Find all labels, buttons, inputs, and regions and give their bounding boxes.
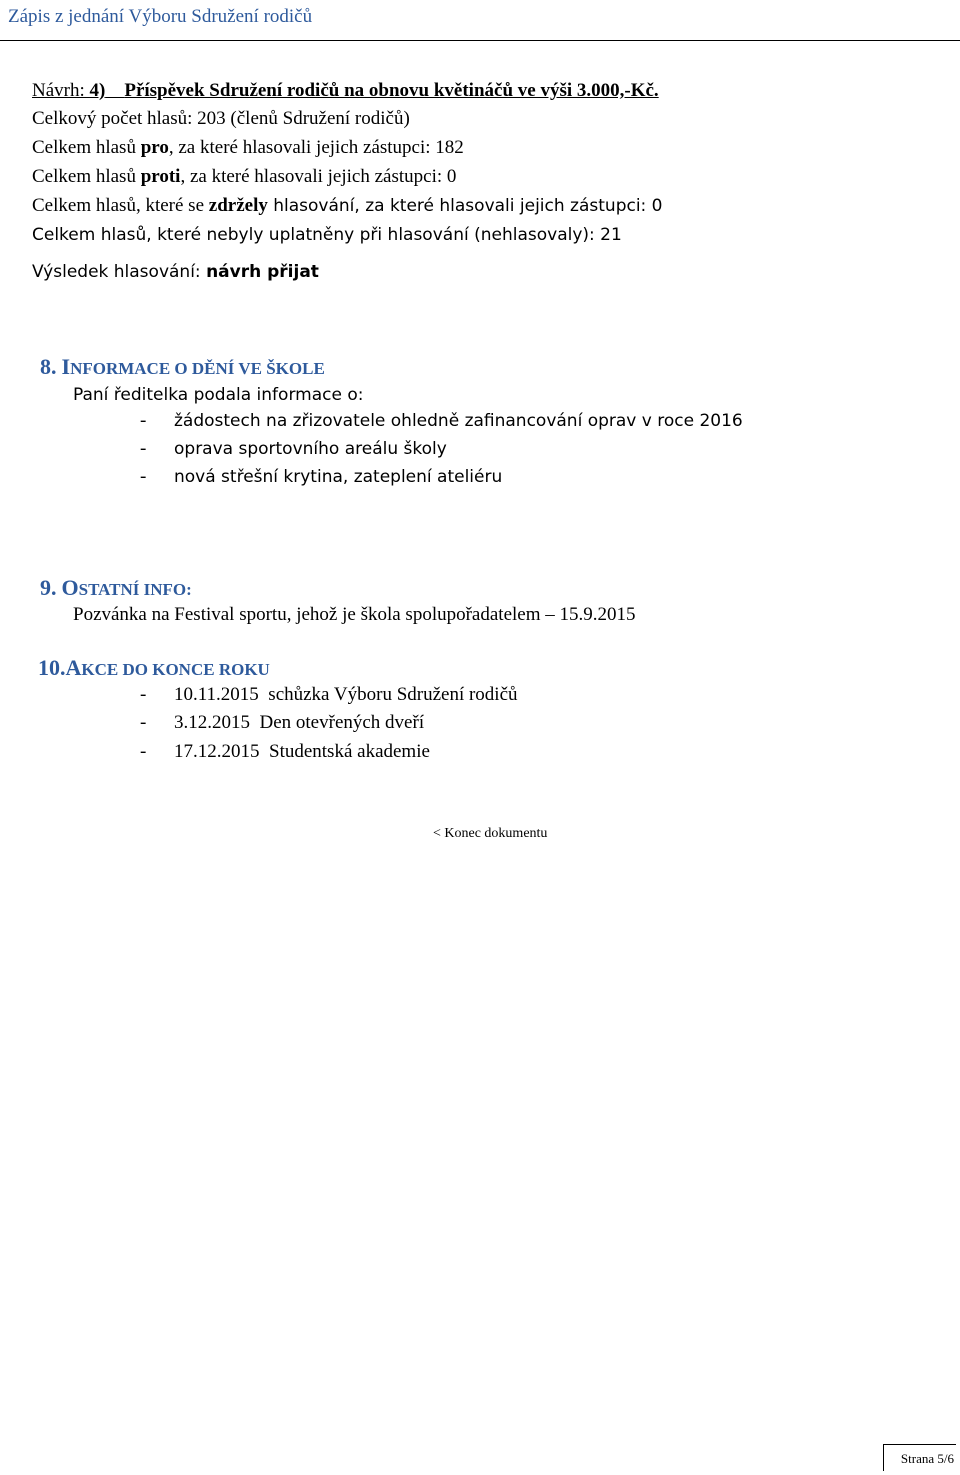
list-item — [140, 683, 518, 707]
proposal-text: Příspěvek Sdružení rodičů na obnovu květináčů ve výši 3.000,-Kč. — [124, 80, 659, 101]
section-10-number: 10. — [38, 655, 66, 680]
bullet-dash: - — [140, 712, 147, 733]
page-number: Strana 5/6 — [900, 1451, 954, 1466]
total-value: 203 — [197, 108, 226, 129]
bullet-dash: - — [140, 438, 147, 459]
proposal-line — [32, 79, 659, 103]
list-item — [140, 711, 424, 735]
section-9-text: Pozvánka na Festival sportu, jehož je škola spolupořadatelem – 15.9.2015 — [73, 604, 636, 625]
section-9-title: STATNÍ INFO: — [78, 580, 192, 599]
abstain-word: zdržely — [208, 195, 268, 216]
document-title: Zápis z jednání Výboru Sdružení rodičů — [8, 6, 313, 27]
page-footer — [883, 1444, 956, 1471]
section-10-heading — [38, 655, 270, 683]
section-10-title: KCE DO KONCE ROKU — [81, 660, 270, 679]
proposal-number: 4) — [89, 80, 106, 101]
pro-word: pro — [140, 137, 169, 158]
event-date: 10.11.2015 — [174, 684, 259, 705]
section-8-initial: I — [61, 354, 71, 379]
section-9-number: 9. — [40, 575, 57, 600]
event-date: 17.12.2015 — [174, 741, 260, 762]
page-header — [0, 0, 960, 41]
event-date: 3.12.2015 — [174, 712, 250, 733]
total-prefix: Celkový počet hlasů: — [32, 108, 198, 129]
section-8-intro: Paní ředitelka podala informace o: — [73, 385, 364, 405]
total-suffix: (členů Sdružení rodičů) — [225, 108, 410, 129]
section-9-heading — [40, 575, 192, 603]
result-prefix: Výsledek hlasování: — [32, 262, 207, 282]
notvoted-line: Celkem hlasů, které nebyly uplatněny při hlasování (nehlasovaly): 21 — [32, 225, 622, 245]
result-value: návrh přijat — [206, 262, 319, 282]
abstain-suffix: hlasování, za které hlasovali jejich zástupci: 0 — [267, 196, 663, 216]
list-item-text: žádostech na zřizovatele ohledně zafinancování oprav v roce 2016 — [174, 411, 743, 431]
pro-votes-line — [32, 136, 464, 160]
section-9-initial: O — [61, 575, 79, 600]
section-10-initial: A — [65, 655, 82, 680]
bullet-dash: - — [140, 741, 147, 762]
abstain-votes-line — [32, 194, 663, 218]
list-item — [140, 437, 447, 461]
section-8-number: 8. — [40, 354, 57, 379]
end-of-document: < Konec dokumentu — [433, 826, 548, 841]
section-8-heading — [40, 354, 325, 382]
event-text: Den otevřených dveří — [259, 712, 425, 733]
proti-prefix: Celkem hlasů — [32, 166, 141, 187]
proti-suffix: , za které hlasovali jejich zástupci: 0 — [180, 166, 457, 187]
bullet-dash: - — [140, 410, 147, 431]
list-item — [140, 409, 743, 433]
event-text: schůzka Výboru Sdružení rodičů — [268, 684, 518, 705]
proti-word: proti — [140, 166, 181, 187]
abstain-prefix: Celkem hlasů, které se — [32, 195, 209, 216]
proti-votes-line — [32, 165, 456, 189]
section-8-title: NFORMACE O DĚNÍ VE ŠKOLE — [70, 359, 325, 378]
proposal-prefix: Návrh: — [32, 80, 90, 101]
list-item — [140, 465, 502, 489]
total-votes-line — [32, 107, 410, 131]
bullet-dash: - — [140, 466, 147, 487]
pro-suffix: , za které hlasovali jejich zástupci: 182 — [168, 137, 464, 158]
list-item-text: nová střešní krytina, zateplení ateliéru — [174, 467, 503, 487]
event-text: Studentská akademie — [269, 741, 430, 762]
pro-prefix: Celkem hlasů — [32, 137, 141, 158]
list-item — [140, 740, 430, 764]
result-line — [32, 260, 319, 284]
bullet-dash: - — [140, 684, 147, 705]
list-item-text: oprava sportovního areálu školy — [174, 439, 447, 459]
